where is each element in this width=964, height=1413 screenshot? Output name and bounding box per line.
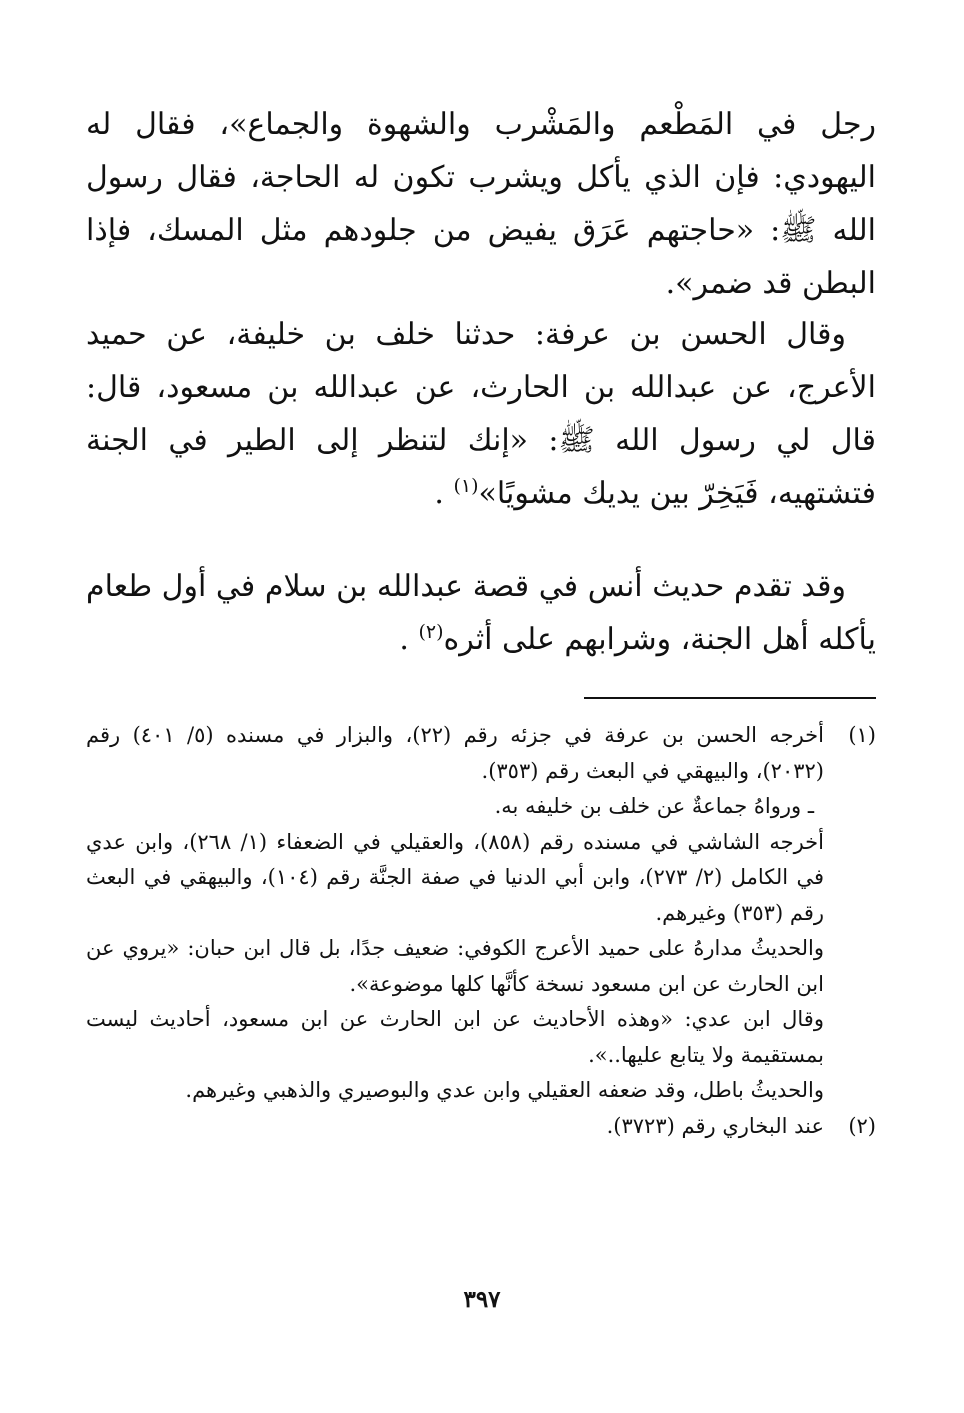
footnotes-section [86,718,876,1144]
footnote-line: ـ ورواهُ جماعةٌ عن خلف بن خليفه به. [494,794,814,818]
footnote-line: وقال ابن عدي: «وهذه الأحاديث عن ابن الحارث عن ابن مسعود، أحاديث ليست بمستقيمة ولا يتابع عليها..». [86,1007,824,1067]
sentence-end: . [399,622,409,657]
sentence-end: . [434,476,444,511]
main-paragraph-3 [86,560,876,666]
footnote-separator [584,697,876,699]
footnote-body [86,825,824,1109]
page-number: ٣٩٧ [463,1286,501,1313]
footnote-line: والحديثُ مدارهُ على حميد الأعرج الكوفي: ضعيف جدًا، بل قال ابن حبان: «يروي عن ابن الحارث عن ابن مسعود نسخة كأنَّها كلها موضوعة». [86,936,824,996]
footnote-number: (٢) [848,1113,876,1138]
main-paragraph-1 [86,98,876,310]
footnote-1 [86,718,876,825]
paragraph-text-block [86,560,876,666]
footnote-line: عند البخاري رقم (٣٧٢٣). [606,1113,824,1138]
footnote-reference-1[interactable]: (١) [453,475,479,497]
paragraph-text: وقد تقدم حديث أنس في قصة عبدالله بن سلام في أول طعام يأكله أهل الجنة، وشرابهم على أثره [86,569,876,657]
footnote-line: والحديثُ باطل، وقد ضعفه العقيلي وابن عدي والبوصيري والذهبي وغيرهم. [185,1078,824,1102]
footnote-reference-2[interactable]: (٢) [418,621,444,643]
footnote-2 [86,1109,876,1145]
footnote-1-continued [86,825,876,1109]
footnote-line: أخرجه الشاشي في مسنده رقم (٨٥٨)، والعقيلي في الضعفاء (١/ ٢٦٨)، وابن عدي في الكامل (٢/ ٢٧٣)، وابن أبي الدنيا في صفة الجنَّة رقم (١٠٤)، والبيهقي في البعث رقم (٣٥٣) وغيرهم. [86,829,825,925]
footnote-body [86,718,824,825]
paragraph-text: وقال الحسن بن عرفة: حدثنا خلف بن خليفة، عن حميد الأعرج، عن عبدالله بن الحارث، عن عبدالله بن مسعود، قال: قال لي رسول الله ﷺ: «إنك لتنظر إلى الطير في الجنة فتشتهيه، فَيَخِرّ بين يديك مشويًا» [86,317,876,511]
paragraph-text-block [86,308,876,520]
main-paragraph-2 [86,308,876,520]
footnote-line: أخرجه الحسن بن عرفة في جزئه رقم (٢٢)، والبزار في مسنده (٥/ ٤٠١) رقم (٢٠٣٢)، والبيهقي في البعث رقم (٣٥٣). [86,723,824,783]
footnote-body [86,1109,824,1145]
footnote-number: (١) [848,723,876,747]
paragraph-text: رجل في المَطْعم والمَشْرب والشهوة والجماع»، فقال له اليهودي: فإن الذي يأكل ويشرب تكون له الحاجة، فقال رسول الله ﷺ: «حاجتهم عَرَق يفيض من جلودهم مثل المسك، فإذا البطن قد ضمر». [86,107,876,301]
